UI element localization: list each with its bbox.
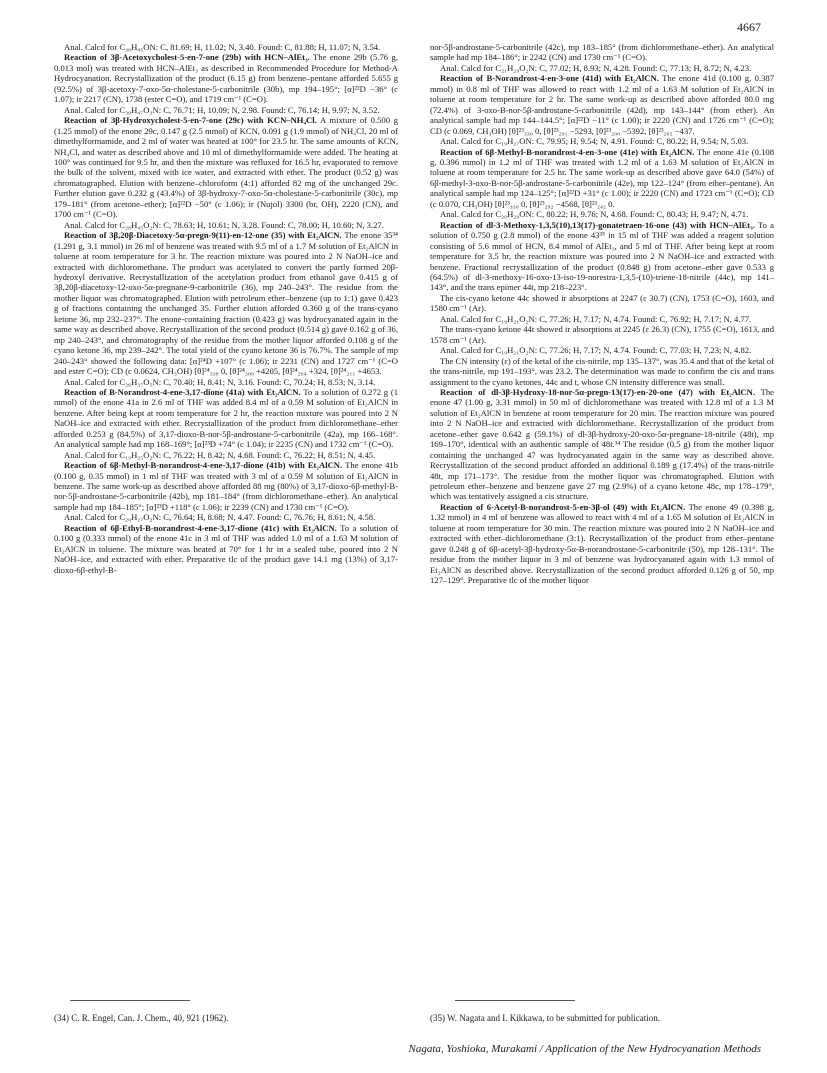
paragraph-text: Anal. Calcd for C₂₈H₄₅O₂N: C, 78.63; H, 10.61; N, 3.28. Found: C, 78.00; H, 10.60; N, 3.27. <box>64 219 384 230</box>
paragraph <box>54 230 398 376</box>
paragraph-text: The trans-cyano ketone 44t showed ir absorptions at 2245 (ε 26.3) (CN), 1755 (C=O), 1613, and 1578 cm⁻¹ (Ar). <box>430 324 774 345</box>
section-heading: Reaction of B-Norandrost-4-en-3-one (41d) with Et₂AlCN. <box>440 73 659 84</box>
paragraph <box>430 63 774 73</box>
paragraph-text: A mixture of 0.500 g (1.25 mmol) of the enone 29c, 0.147 g (2.5 mmol) of KCN, 0.091 g (1.9 mmol) of NH₄Cl, 20 ml of dimethylformamide, and 2 ml of water was heated at 100° for 23.5 hr. The same amounts of KCN, NH₄Cl, and water as described above and 10 ml of dimethylformamide were added. The heating at 100° was continued for 9.5 hr, and then the mixture was refluxed for 16.5 hr, evaporated to remove the bulk of the solvent, mixed with ice water, and extracted with ether. The product (0.52 g) was chromatographed. Elution with benzene–chloroform (4:1) afforded 82 mg of the unchanged 29c. Further elution gave 0.232 g (43.4%) of 3β-hydroxy-7-oxo-5α-cholestane-5-carbonitrile (30c), mp 179–181° (from acetone–ether); [α]²²D −50° (c 1.06); ir (Nujol) 3300 (br, OH), 2220 (CN), and 1700 cm⁻¹ (C=O). <box>54 115 398 220</box>
paragraph-text: Anal. Calcd for C₁₉H₂₅O₂N: C, 76.22; H, 8.42; N, 4.68. Found: C, 76.22; H, 8.51; N, 4.45. <box>64 449 376 460</box>
paragraph <box>430 324 774 345</box>
paragraph-text: The enone 35³⁴ (1.291 g, 3.1 mmol) in 26 ml of benzene was treated with 9.5 ml of a 1.7 M solution of Et₂AlCN in toluene at room temperature for 3 hr. The reaction mixture was poured into 2 N NaOH–ice and extracted with dichloromethane. The product was acetylated to convert the partly formed 20β-hydroxyl derivative. Recrystallization of the acetylation product from ethanol gave 0.415 g of 3β,20β-diacetoxy-12-oxo-5α-pregnane-9-carbonitrile (36), mp 240–243°. The residue from the mother liquor was chromatographed. Elution with petroleum ether–benzene (up to 1:1) gave 0.423 g of fractions containing the unchanged 35. Further elution afforded 0.360 g of the trans-cyano ketone 36, mp 232–237°. The enone-containing fraction (0.423 g) was hydrocyanated again in the same way as described above. Recrystallization of the second product (0.514 g) gave 0.162 g of 36, mp 240–243°, and chromatography of the residue from the mother liquor afforded 0.108 g of the cyano ketone 36, mp 239–242°. The total yield of the cyano ketone 36 is 76.7%. The sample of mp 240–243° showed the following data: [α]²⁴D +107° (c 1.06); ir 2231 (CN) and 1727 cm⁻¹ (C=O and ester C=O); CD (c 0.0624, CH₃OH) [θ]²⁴₃₃₈ 0, [θ]²⁴₃₀₀ +4205, [θ]²⁴₂₆₄ +324, [θ]²⁴₂₁₁ +4653. <box>54 230 398 377</box>
footnote-35: (35) W. Nagata and I. Kikkawa, to be submitted for publication. <box>430 1013 660 1023</box>
left-column <box>54 42 398 575</box>
paragraph <box>430 314 774 324</box>
paragraph-text: The enone 49 (0.398 g, 1.32 mmol) in 4 ml of benzene was allowed to react with 4 ml of a 1.65 M solution of Et₂AlCN in toluene at room temperature for 30 min. The reaction mixture was poured into 2 N NaOH–ice and extracted with ether–dichloromethane (3:1). Recrystallization of the product from ether–pentane gave 0.248 g of 6β-acetyl-3β-hydroxy-5α-B-norandrostane-5-carbonitrile (50), mp 128–131°. The residue from the mother liquor in 3 ml of benzene was hydrocyanated again with 1.3 mmol of Et₂AlCN as described above. Recrystallization of the second product afforded 0.126 g of 50, mp 127–129°. Preparative tlc of the mother liquor <box>430 501 774 586</box>
paragraph <box>54 220 398 230</box>
section-heading: Reaction of 3β-Acetoxycholest-5-en-7-one (29b) with HCN–AlEt₃. <box>64 52 310 63</box>
paragraph <box>430 293 774 314</box>
section-heading: Reaction of 6-Acetyl-B-norandrost-5-en-3β-ol (49) with Et₂AlCN. <box>440 501 686 512</box>
paragraph-text: Anal. Calcd for C₁₉H₂₁O₂N: C, 77.26; H, 7.17; N, 4.74. Found: C, 76.92; H, 7.17; N, 4.77. <box>440 313 752 324</box>
paragraph-text: To a solution of 0.100 g (0.333 mmol) of the enone 41c in 3 ml of THF was added 1.0 ml of a 1.63 M solution of Et₂AlCN in toluene. The mixture was heated at 70° for 1 hr in a sealed tube, poured into 2 N NaOH–ice, and extracted with ether. Preparative tlc of the product gave 14.1 mg (13%) of 3,17-dioxo-6β-ethyl-B- <box>54 522 398 575</box>
footnote-rule-right <box>455 1000 575 1001</box>
paragraph-text: The enone 29b (5.76 g, 0.013 mol) was treated with HCN–AlEt₃ as described in Recommended Procedure for Method-A Hydrocyanation. Recrystallization of the product (6.15 g) from benzene–pentane afforded 5.655 g (92.5%) of 3β-acetoxy-7-oxo-5α-cholestane-5-carbonitrile (30b), mp 194–195°; [α]²²D −36° (c 1.07); ir 2217 (CN), 1738 (ester C=O), and 1719 cm⁻¹ (C=O). <box>54 52 398 105</box>
paragraph-text: The enone 41b (0.100 g, 0.35 mmol) in 1 ml of THF was treated with 3 ml of a 0.59 M solution of Et₂AlCN in benzene. The same work-up as described above afforded 88 mg (80%) of 3,17-dioxo-6β-methyl-B-nor-5β-androstane-5-carbonitrile (42b), mp 181–184° (from dichloromethane–ether). An analytical sample had mp 184–185°; [α]²³D +118° (c 1.06); ir 2239 (CN) and 1730 cm⁻¹ (C=O). <box>54 460 398 512</box>
paragraph <box>54 377 398 387</box>
paragraph-text: The enone 41e (0.108 g, 0.396 mmol) in 1.2 ml of THF was treated with 1.2 ml of a 1.63 M solution of Et₂AlCN in toluene at room temperature for 2.5 hr. The same work-up as described above gave 64.0 (54%) of 6β-methyl-3-oxo-B-nor-5β-androstane-5-carbonitrile (42e), mp 122–124° (from ether–pentane). An analytical sample had mp 124–125°; [α]²²D +31° (c 1.00); ir 2220 (CN) and 1723 cm⁻¹ (C=O); CD (c 0.070, CH₃OH) [θ]²³₃₃₀ 0, [θ]²³₂₉₂ −4568, [θ]²³₂₄₂ 0. <box>430 146 774 209</box>
section-heading: Reaction of 3β,20β-Diacetoxy-5α-pregn-9(11)-en-12-one (35) with Et₂AlCN. <box>64 230 342 241</box>
section-heading: Reaction of 6β-Ethyl-B-norandrost-4-ene-3,17-dione (41c) with Et₂AlCN. <box>64 522 337 533</box>
paragraph-text: The CN intensity (ε) of the ketal of the cis-nitrile, mp 135–137°, was 35.4 and that of the ketal of the trans-nitrile, mp 191–193°, was 23.2. The determination was made to confirm the cis and trans assignment to the cyano ketones, 44c and t, whose CN intensity difference was small. <box>430 355 775 387</box>
paragraph-text: Anal. Calcd for C₂₀H₂₇O₂N: C, 76.64; H, 8.68; N, 4.47. Found: C, 76.76; H, 8.61; N, 4.58. <box>64 512 376 523</box>
paragraph <box>430 73 774 136</box>
paragraph <box>54 387 398 450</box>
paragraph-text: Anal. Calcd for C₁₉H₂₁O₂N: C, 77.26; H, 7.17; N, 4.74. Found: C, 77.03; H, 7.23; N, 4.82. <box>440 345 752 356</box>
section-heading: Reaction of dl-3β-Hydroxy-18-nor-5α-pregn-13(17)-en-20-one (47) with Et₂AlCN. <box>440 386 755 397</box>
paragraph <box>430 136 774 146</box>
paragraph <box>54 52 398 104</box>
paragraph-text: To a solution of 0.272 g (1 mmol) of the enone 41a in 2.6 ml of THF was added 8.4 ml of a 0.59 M solution of Et₂AlCN in benzene. After being kept at room temperature for 2 hr, the reaction mixture was poured into 2 N NaOH–ice and extracted with ether. Recrystallization of the product from dichloromethane–ether afforded 0.253 g (84.5%) of 3,17-dioxo-B-nor-5β-androstane-5-carbonitrile (42a), mp 166–168°. An analytical sample had mp 168–169°; [α]²³D +74° (c 1.04); ir 2235 (CN) and 1732 cm⁻¹ (C=O). <box>54 386 398 450</box>
paragraph-text: Anal. Calcd for C₂₀H₂₉ON: C, 80.22; H, 9.76; N, 4.68. Found: C, 80.43; H, 9.47; N, 4.71. <box>440 209 749 220</box>
footnote-rule-left <box>70 1000 190 1001</box>
paragraph <box>54 523 398 575</box>
paragraph <box>430 502 774 586</box>
paragraph <box>54 450 398 460</box>
section-heading: Reaction of dl-3-Methoxy-1,3,5(10),13(17)-gonatetraen-16-one (43) with HCN–AlEt₃. <box>440 219 755 230</box>
section-heading: Reaction of 6β-Methyl-B-norandrost-4-en-3-one (41e) with Et₂AlCN. <box>440 146 695 157</box>
footnote-34: (34) C. R. Engel, Can. J. Chem., 40, 921 (1962). <box>54 1013 229 1023</box>
section-heading: Reaction of 3β-Hydroxycholest-5-en-7-one (29c) with KCN–NH₄Cl. <box>64 115 317 126</box>
paragraph-text: Anal. Calcd for C₂₁H₂₉O₂N: C, 77.02; H, 8.93; N, 4.28. Found: C, 77.13; H, 8.72; N, 4.23. <box>440 62 752 73</box>
paragraph-text: nor-5β-androstane-5-carbonitrile (42c), mp 183–185° (from dichloromethane–ether). An analytical sample had mp 184–186°; ir 2242 (CN) and 1730 cm⁻¹ (C=O). <box>430 42 774 63</box>
paragraph <box>54 42 398 52</box>
paragraph-text: The enone 47 (1.00 g, 3.31 mmol) in 50 ml of dichloromethane was treated with 12.8 ml of a 1.3 M solution of Et₂AlCN in benzene at room temperature for 20 min. The reaction mixture was poured into 2 N NaOH–ice and extracted with dichloromethane. Recrystallization of the product from acetone–ether gave 0.642 g (59.1%) of dl-3β-hydroxy-20-oxo-5α-pregnane-18-nitrile (48t), mp 169–170°, identical with an authentic sample of 48t.³⁴ The residue (0.5 g) from the mother liquor containing the unchanged 47 was hydrocyanated again in the same way as described above. Recrystallization of the second product afforded an additional 0.189 g (17.4%) of the trans-nitrile 48t, mp 171–173°. The residue from the mother liquor was chromatographed. Elution with petroleum ether–benzene and benzene gave 27 mg (2.9%) of a cyano ketone 48c, mp 178–179°, which was tentatively assigned a cis structure. <box>430 386 775 502</box>
section-heading: Reaction of B-Norandrost-4-ene-3,17-dione (41a) with Et₂AlCN. <box>64 386 301 397</box>
paragraph <box>430 387 774 502</box>
paragraph-text: The cis-cyano ketone 44c showed ir absorptions at 2247 (ε 30.7) (CN), 1753 (C=O), 1603, and 1580 cm⁻¹ (Ar). <box>430 292 774 314</box>
paragraph-text: Anal. Calcd for C₃₀H₄₇O₃N: C, 76.71; H, 10.09; N, 2.98. Found: C, 76.14; H, 9.97; N, 3.52. <box>64 104 380 115</box>
right-column <box>430 42 774 586</box>
paragraph-text: Anal. Calcd for C₁₉H₂₇ON: C, 79.95; H, 9.54; N, 4.91. Found: C, 80.22; H, 9.54; N, 5.03. <box>440 136 749 147</box>
paragraph <box>430 42 774 63</box>
paragraph <box>430 147 774 210</box>
paragraph <box>430 209 774 219</box>
page-number: 4667 <box>737 20 761 34</box>
paragraph <box>430 356 774 387</box>
paragraph <box>54 512 398 522</box>
running-footer: Nagata, Yoshioka, Murakami / Application of the New Hydrocyanation Methods <box>408 1043 761 1055</box>
paragraph <box>430 220 774 293</box>
paragraph-text: The enone 41d (0.100 g, 0.387 mmol) in 0.8 ml of THF was allowed to react with 1.2 ml of a 1.63 M solution of Et₂AlCN in toluene at room temperature for 2 hr. The same work-up as described above afforded 80.0 mg (72.4%) of 3-oxo-B-nor-5β-androstane-5-carbonitrile (42d), mp 143–144° (from ether). An analytical sample had mp 144–144.5°; [α]²²D −11° (c 1.00); ir 2220 (CN) and 1726 cm⁻¹ (C=O); CD (c 0.069, CH₃OH) [θ]²³₃₃₀ 0, [θ]²³₂₉₁ −5293, [θ]²³₂₉₀ −5392, [θ]²³₂₆₅ −437. <box>430 73 775 136</box>
paragraph <box>54 460 398 512</box>
paragraph-text: Anal. Calcd for C₂₆H₃₇O₅N: C, 70.40; H, 8.41; N, 3.16. Found: C, 70.24; H, 8.53; N, 3.14. <box>64 376 376 387</box>
paragraph-text: Anal. Calcd for C₃₀H₄₅ON: C, 81.69; H, 11.02; N, 3.40. Found: C, 81.88; H, 11.07; N, 3.54. <box>64 42 381 52</box>
paragraph <box>54 105 398 115</box>
section-heading: Reaction of 6β-Methyl-B-norandrost-4-ene-3,17-dione (41b) with Et₂AlCN. <box>64 460 343 471</box>
paragraph <box>430 345 774 355</box>
paragraph-text: To a solution of 0.750 g (2.8 mmol) of the enone 43³⁵ in 15 ml of THF was added a reagent solution consisting of 5.6 mmol of HCN, 8.4 mmol of AlEt₃, and 5 ml of THF. After being kept at room temperature for 3.5 hr, the reaction mixture was poured into 2 N NaOH–ice and extracted with benzene. Fractional recrystallization of the product (0.848 g) from acetone–ether gave 0.533 g (64.5%) of dl-3-methoxy-16-oxo-13-iso-19-norestra-1,3,5-(10)-triene-18-nitrile (44c), mp 141–143°, and the trans epimer 44t, mp 218–223°. <box>430 219 774 293</box>
paragraph <box>54 115 398 220</box>
